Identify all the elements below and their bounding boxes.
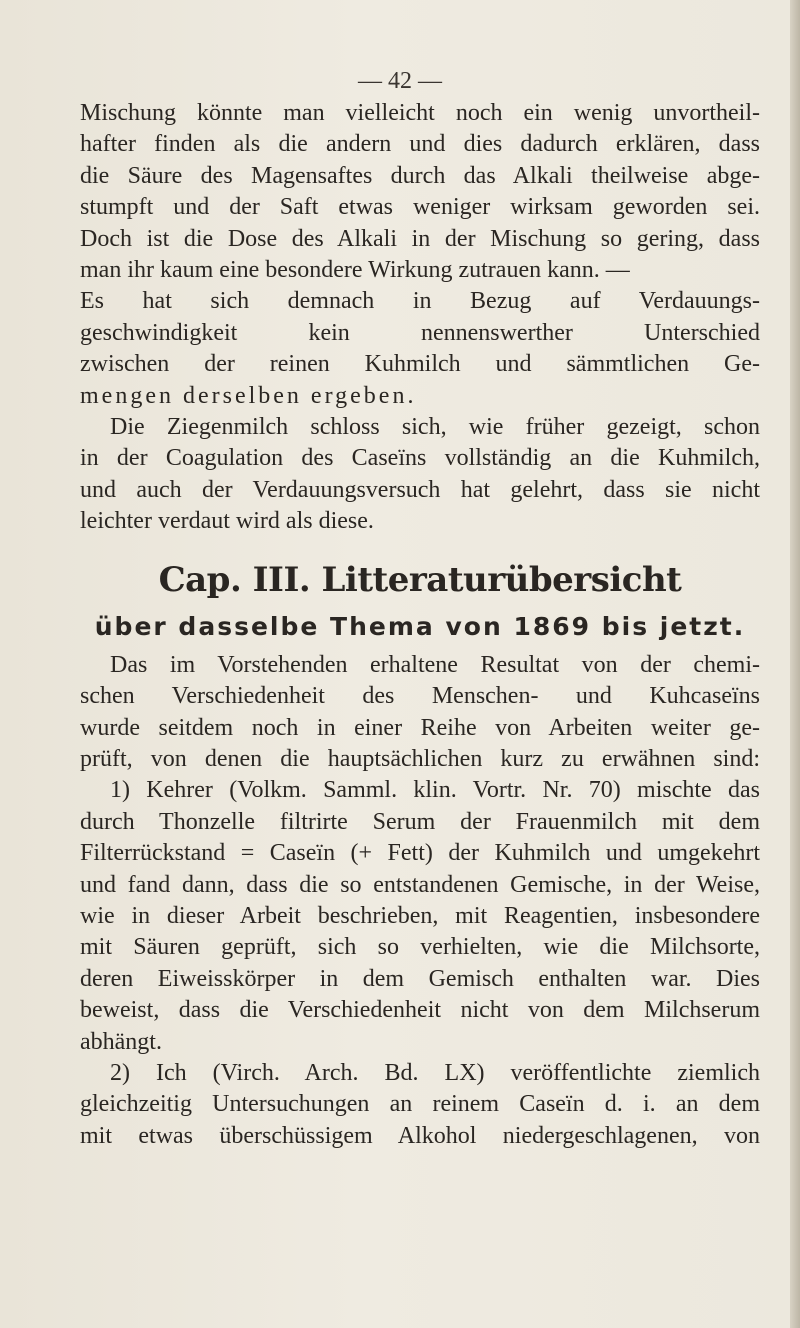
text-line: man ihr kaum eine besondere Wirkung zutrauen kann. — [80,257,630,284]
text-line: die Säure des Magensaftes durch das Alkali theilweise abge- [80,162,760,189]
text-line: mit Säuren geprüft, sich so verhielten, wie die Milchsorte, [80,934,760,961]
text-line: 1) Kehrer (Volkm. Samml. klin. Vortr. Nr. 70) mischte das [110,777,760,804]
text-line: in der Coagulation des Caseïns vollständig an die Kuhmilch, [80,445,760,472]
text-line-spaced: mengen derselben ergeben. [80,382,417,409]
text-line: stumpft und der Saft etwas weniger wirksam geworden sei. [80,194,760,221]
text-line: 2) Ich (Virch. Arch. Bd. LX) veröffentlichte ziemlich [110,1059,760,1086]
text-line: gleichzeitig Untersuchungen an reinem Caseïn d. i. an dem [80,1091,760,1118]
page-number: — 42 — [358,68,442,94]
text-line: Das im Vorstehenden erhaltene Resultat von der chemi- [110,651,760,678]
text-line: beweist, dass die Verschiedenheit nicht von dem Milchserum [80,997,760,1024]
chapter-heading: Cap. III. Litteraturübersicht [158,559,682,600]
text-line-spaced: geschwindigkeit kein nennenswerther Unterschied [80,319,760,346]
text-line-spaced: zwischen der reinen Kuhmilch und sämmtlichen Ge- [80,351,760,378]
text-line: wurde seitdem noch in einer Reihe von Arbeiten weiter ge- [80,714,760,741]
body-text [80,98,760,1152]
text-line: Mischung könnte man vielleicht noch ein wenig unvortheil- [80,100,760,126]
text-line: mit etwas überschüssigem Alkohol niedergeschlagenen, von [80,1122,760,1149]
page-edge-shadow [790,0,800,1328]
text-line: und fand dann, dass die so entstandenen Gemische, in der Weise, [80,871,760,898]
text-line: leichter verdaut wird als diese. [80,508,374,535]
text-line: hafter finden als die andern und dies dadurch erklären, dass [80,131,760,158]
chapter-subheading: über dasselbe Thema von 1869 bis jetzt. [94,611,746,641]
text-line: deren Eiweisskörper in dem Gemisch enthalten war. Dies [80,965,760,992]
text-line: wie in dieser Arbeit beschrieben, mit Reagentien, insbesondere [80,902,760,929]
text-line: Filterrückstand = Caseïn (+ Fett) der Kuhmilch und umgekehrt [80,840,760,867]
text-line: abhängt. [80,1028,162,1055]
text-line: prüft, von denen die hauptsächlichen kurz zu erwähnen sind: [80,745,760,772]
text-line: Die Ziegenmilch schloss sich, wie früher gezeigt, schon [110,414,760,441]
text-line: Doch ist die Dose des Alkali in der Mischung so gering, dass [80,225,760,252]
text-line: durch Thonzelle filtrirte Serum der Frauenmilch mit dem [80,808,760,835]
text-line: schen Verschiedenheit des Menschen- und Kuhcaseïns [80,683,760,710]
text-line: und auch der Verdauungsversuch hat gelehrt, dass sie nicht [80,476,760,503]
text-line-spaced: Es hat sich demnach in Bezug auf Verdauungs- [80,288,760,315]
